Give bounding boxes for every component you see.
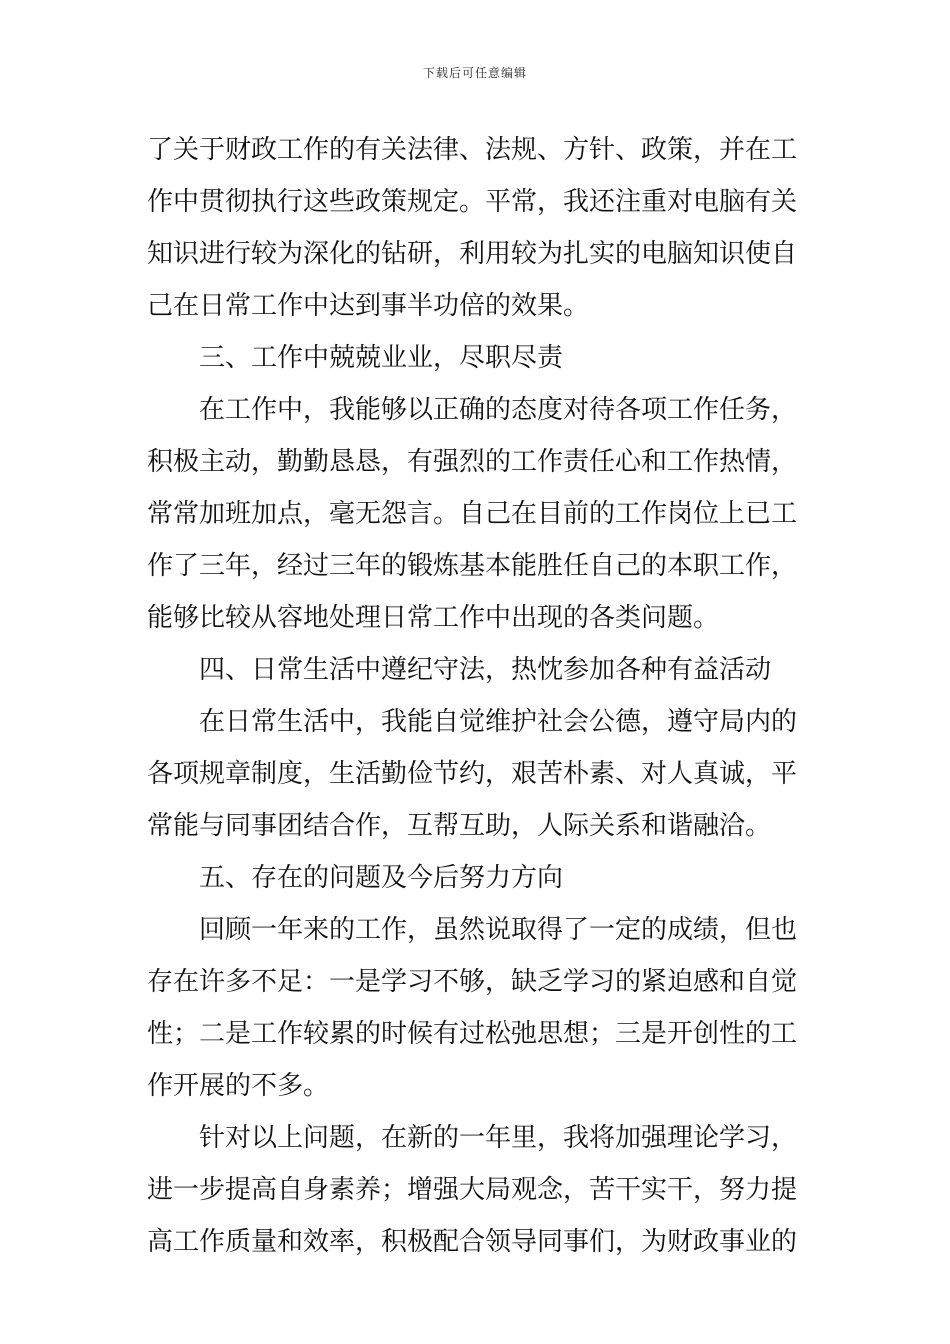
section-heading: 五、存在的问题及今后努力方向: [199, 863, 564, 893]
text-line: 常能与同事团结合作，互帮互助，人际关系和谐融洽。: [147, 811, 772, 841]
paragraph-first-line: 在工作中，我能够以正确的态度对待各项工作任务，: [199, 395, 798, 425]
paragraph-first-line: 在日常生活中，我能自觉维护社会公德，遵守局内的: [199, 707, 798, 737]
paragraph-first-line: 针对以上问题，在新的一年里，我将加强理论学习，: [199, 1123, 798, 1153]
text-line: 作了三年，经过三年的锻炼基本能胜任自己的本职工作，: [147, 551, 798, 581]
text-line: 性；二是工作较累的时候有过松弛思想；三是开创性的工: [147, 1019, 798, 1049]
text-line: 己在日常工作中达到事半功倍的效果。: [147, 291, 590, 321]
text-line: 各项规章制度，生活勤俭节约，艰苦朴素、对人真诚，平: [147, 759, 798, 789]
paragraph-first-line: 回顾一年来的工作，虽然说取得了一定的成绩，但也: [199, 915, 798, 945]
page-header: 下载后可任意编辑: [422, 66, 527, 80]
text-line: 了关于财政工作的有关法律、法规、方针、政策，并在工: [147, 135, 798, 165]
text-line: 积极主动，勤勤恳恳，有强烈的工作责任心和工作热情，: [147, 447, 798, 477]
text-line: 能够比较从容地处理日常工作中出现的各类问题。: [147, 603, 720, 633]
text-line: 知识进行较为深化的钻研，利用较为扎实的电脑知识使自: [147, 239, 798, 269]
text-line: 作中贯彻执行这些政策规定。平常，我还注重对电脑有关: [147, 187, 798, 217]
section-heading: 三、工作中兢兢业业，尽职尽责: [199, 343, 564, 373]
text-line: 高工作质量和效率，积极配合领导同事们，为财政事业的: [147, 1227, 798, 1257]
section-heading: 四、日常生活中遵纪守法，热忱参加各种有益活动: [199, 655, 772, 685]
text-line: 作开展的不多。: [147, 1071, 330, 1101]
text-line: 进一步提高自身素养；增强大局观念，苦干实干，努力提: [147, 1175, 798, 1205]
text-line: 存在许多不足：一是学习不够，缺乏学习的紧迫感和自觉: [147, 967, 798, 997]
text-line: 常常加班加点，毫无怨言。自己在目前的工作岗位上已工: [147, 499, 798, 529]
document-body: [147, 124, 817, 1268]
